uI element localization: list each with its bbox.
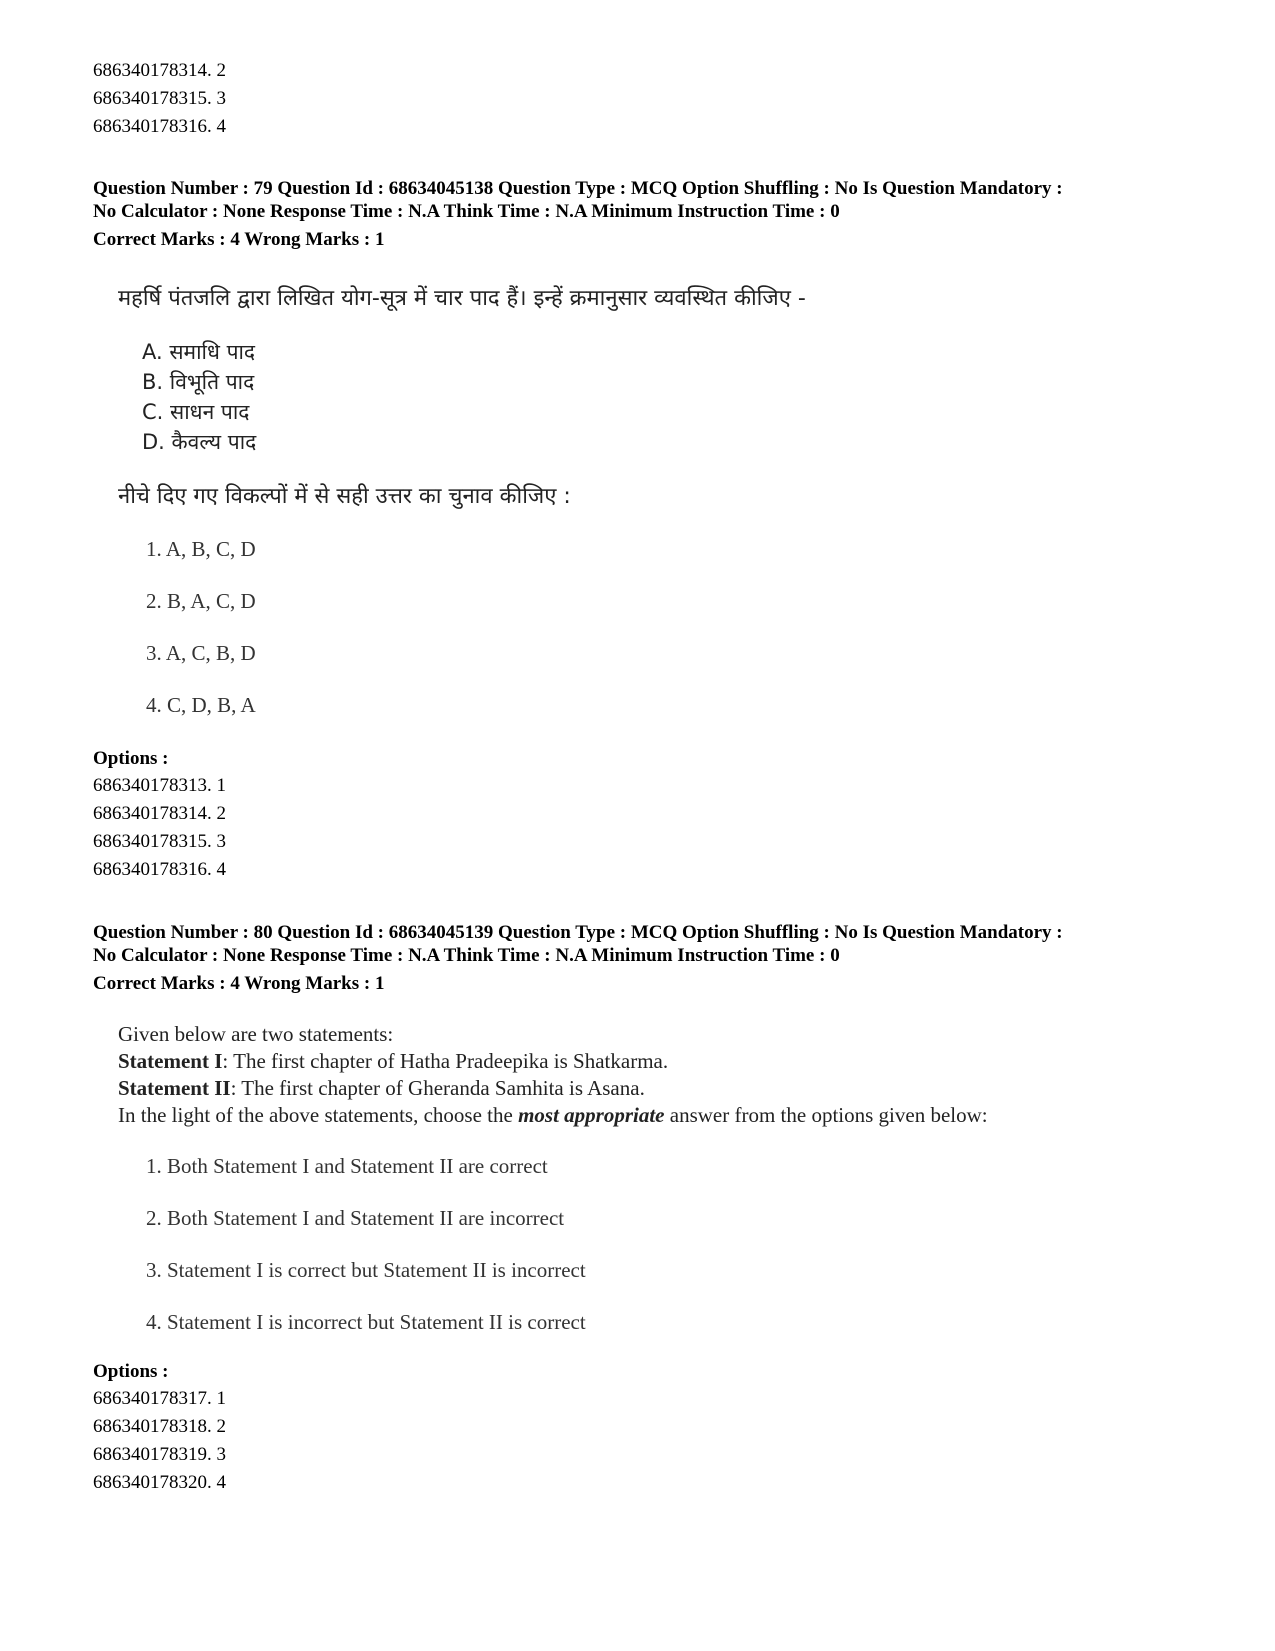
q80-options-label: Options : bbox=[93, 1361, 169, 1382]
q79-options-label: Options : bbox=[93, 748, 169, 769]
q79-item: A. समाधि पाद bbox=[142, 340, 256, 364]
q79-item: D. कैवल्य पाद bbox=[142, 430, 257, 454]
q80-header-line2: No Calculator : None Response Time : N.A Think Time : N.A Minimum Instruction Time : 0 bbox=[93, 945, 840, 966]
option-line: 686340178319. 3 bbox=[93, 1444, 226, 1465]
q79-instruction: नीचे दिए गए विकल्पों में से सही उत्तर का चुनाव कीजिए : bbox=[118, 484, 571, 509]
option-line: 686340178315. 3 bbox=[93, 831, 226, 852]
option-line: 686340178313. 1 bbox=[93, 775, 226, 796]
q79-choice: 3. A, C, B, D bbox=[146, 641, 256, 665]
q79-item: B. विभूति पाद bbox=[142, 370, 255, 394]
q80-marks: Correct Marks : 4 Wrong Marks : 1 bbox=[93, 973, 385, 994]
q80-choice: 3. Statement I is correct but Statement II is incorrect bbox=[146, 1258, 586, 1282]
option-line: 686340178315. 3 bbox=[93, 88, 226, 109]
option-line: 686340178316. 4 bbox=[93, 859, 226, 880]
option-line: 686340178316. 4 bbox=[93, 116, 226, 137]
q79-item: C. साधन पाद bbox=[142, 400, 250, 424]
option-line: 686340178314. 2 bbox=[93, 60, 226, 81]
q80-choice: 4. Statement I is incorrect but Statement II is correct bbox=[146, 1310, 586, 1334]
option-line: 686340178320. 4 bbox=[93, 1472, 226, 1493]
q79-choice: 1. A, B, C, D bbox=[146, 537, 256, 561]
q80-statement-1-label: Statement I bbox=[118, 1049, 223, 1073]
q79-header-line1: Question Number : 79 Question Id : 68634045138 Question Type : MCQ Option Shuffling : No Is Question Mandatory : bbox=[93, 178, 1063, 199]
q79-header-line2: No Calculator : None Response Time : N.A Think Time : N.A Minimum Instruction Time : 0 bbox=[93, 201, 840, 222]
q80-statement-2-text: : The first chapter of Gheranda Samhita is Asana. bbox=[230, 1076, 645, 1100]
q79-choice: 2. B, A, C, D bbox=[146, 589, 256, 613]
q80-instruction bbox=[118, 1101, 988, 1129]
option-line: 686340178314. 2 bbox=[93, 803, 226, 824]
q80-instruction-post: answer from the options given below: bbox=[664, 1103, 988, 1127]
q79-question-text: महर्षि पंतजलि द्वारा लिखित योग-सूत्र में चार पाद हैं। इन्हें क्रमानुसार व्यवस्थित कीजिए - bbox=[118, 286, 806, 311]
q80-statement-1-text: : The first chapter of Hatha Pradeepika is Shatkarma. bbox=[222, 1049, 669, 1073]
q80-instruction-emphasis: most appropriate bbox=[518, 1103, 665, 1127]
q79-marks: Correct Marks : 4 Wrong Marks : 1 bbox=[93, 229, 385, 250]
q80-statement-2-label: Statement II bbox=[118, 1076, 231, 1100]
q80-choice: 2. Both Statement I and Statement II are incorrect bbox=[146, 1206, 565, 1230]
q80-header-line1: Question Number : 80 Question Id : 68634045139 Question Type : MCQ Option Shuffling : No Is Question Mandatory : bbox=[93, 922, 1063, 943]
option-line: 686340178318. 2 bbox=[93, 1416, 226, 1437]
q79-choice: 4. C, D, B, A bbox=[146, 693, 256, 717]
q80-instruction-pre: In the light of the above statements, choose the bbox=[118, 1103, 519, 1127]
q80-statement-1 bbox=[118, 1047, 668, 1075]
q80-statement-2 bbox=[118, 1074, 645, 1102]
option-line: 686340178317. 1 bbox=[93, 1388, 226, 1409]
q80-choice: 1. Both Statement I and Statement II are correct bbox=[146, 1154, 548, 1178]
q80-intro: Given below are two statements: bbox=[118, 1022, 394, 1046]
